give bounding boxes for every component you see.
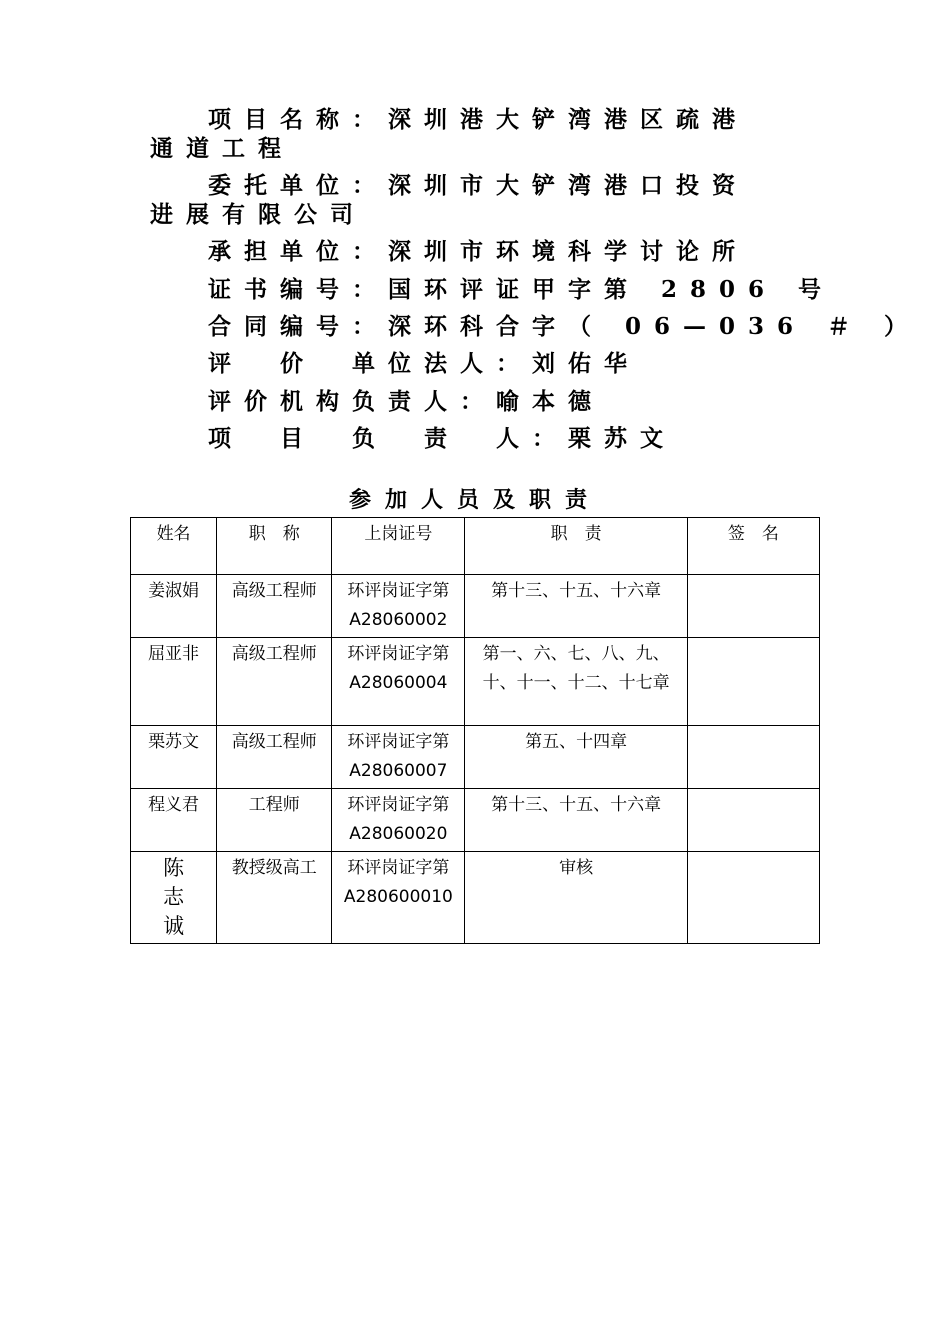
table-row	[131, 638, 820, 726]
cell-name: 屈亚非	[131, 638, 217, 726]
cell-duty: 第一、六、七、八、九、十、十一、十二、十七章	[465, 638, 687, 726]
cell-sign	[687, 789, 819, 852]
table-row	[131, 852, 820, 944]
cell-cert: 环评岗证字第 A28060020	[332, 789, 465, 852]
cell-duty: 第十三、十五、十六章	[465, 575, 687, 638]
cert-number-line: 证书编号：国环评证甲字第 2806 号	[208, 276, 835, 303]
staff-table	[130, 517, 820, 944]
cell-title: 高级工程师	[217, 575, 332, 638]
project-lead-line: 项 目 负 责 人：栗苏文	[208, 425, 676, 452]
table-header-row	[131, 518, 820, 575]
cell-title: 教授级高工	[217, 852, 332, 944]
cell-sign	[687, 638, 819, 726]
cell-title: 工程师	[217, 789, 332, 852]
cell-duty: 审核	[465, 852, 687, 944]
cell-cert: 环评岗证字第 A280600010	[332, 852, 465, 944]
header-cert: 上岗证号	[332, 518, 465, 575]
cell-name: 姜淑娟	[131, 575, 217, 638]
header-title: 职 称	[217, 518, 332, 575]
client-label: 委托单位：	[208, 172, 388, 199]
cell-cert: 环评岗证字第 A28060007	[332, 726, 465, 789]
client-continuation: 进展有限公司	[150, 201, 366, 228]
cell-cert: 环评岗证字第 A28060004	[332, 638, 465, 726]
header-name: 姓名	[131, 518, 217, 575]
cell-name: 程义君	[131, 789, 217, 852]
table-row	[131, 575, 820, 638]
cell-sign	[687, 852, 819, 944]
header-duty: 职 责	[465, 518, 687, 575]
client-value: 深圳市大铲湾港口投资	[388, 172, 748, 199]
project-name-line	[208, 106, 748, 134]
table-row	[131, 726, 820, 789]
table-row	[131, 789, 820, 852]
project-name-continuation: 通道工程	[150, 135, 294, 162]
section-title: 参加人员及职责	[348, 487, 601, 513]
cell-cert: 环评岗证字第 A28060002	[332, 575, 465, 638]
cell-title: 高级工程师	[217, 638, 332, 726]
cell-duty: 第五、十四章	[465, 726, 687, 789]
client-line	[208, 172, 748, 200]
undertaker-line: 承担单位：深圳市环境科学讨论所	[208, 238, 748, 265]
header-sign: 签 名	[687, 518, 819, 575]
cell-duty: 第十三、十五、十六章	[465, 789, 687, 852]
cell-title: 高级工程师	[217, 726, 332, 789]
legal-person-line: 评 价 单位法人：刘佑华	[208, 350, 640, 377]
org-head-line: 评价机构负责人：喻本德	[208, 388, 604, 415]
cell-sign	[687, 726, 819, 789]
project-name-value: 深圳港大铲湾港区疏港	[388, 106, 748, 133]
cell-name: 栗苏文	[131, 726, 217, 789]
cell-sign	[687, 575, 819, 638]
project-name-label: 项目名称：	[208, 106, 388, 133]
contract-number-line: 合同编号：深环科合字（ 06—036 ＃ ）	[208, 313, 921, 340]
cell-name: 陈志诚	[131, 852, 217, 944]
